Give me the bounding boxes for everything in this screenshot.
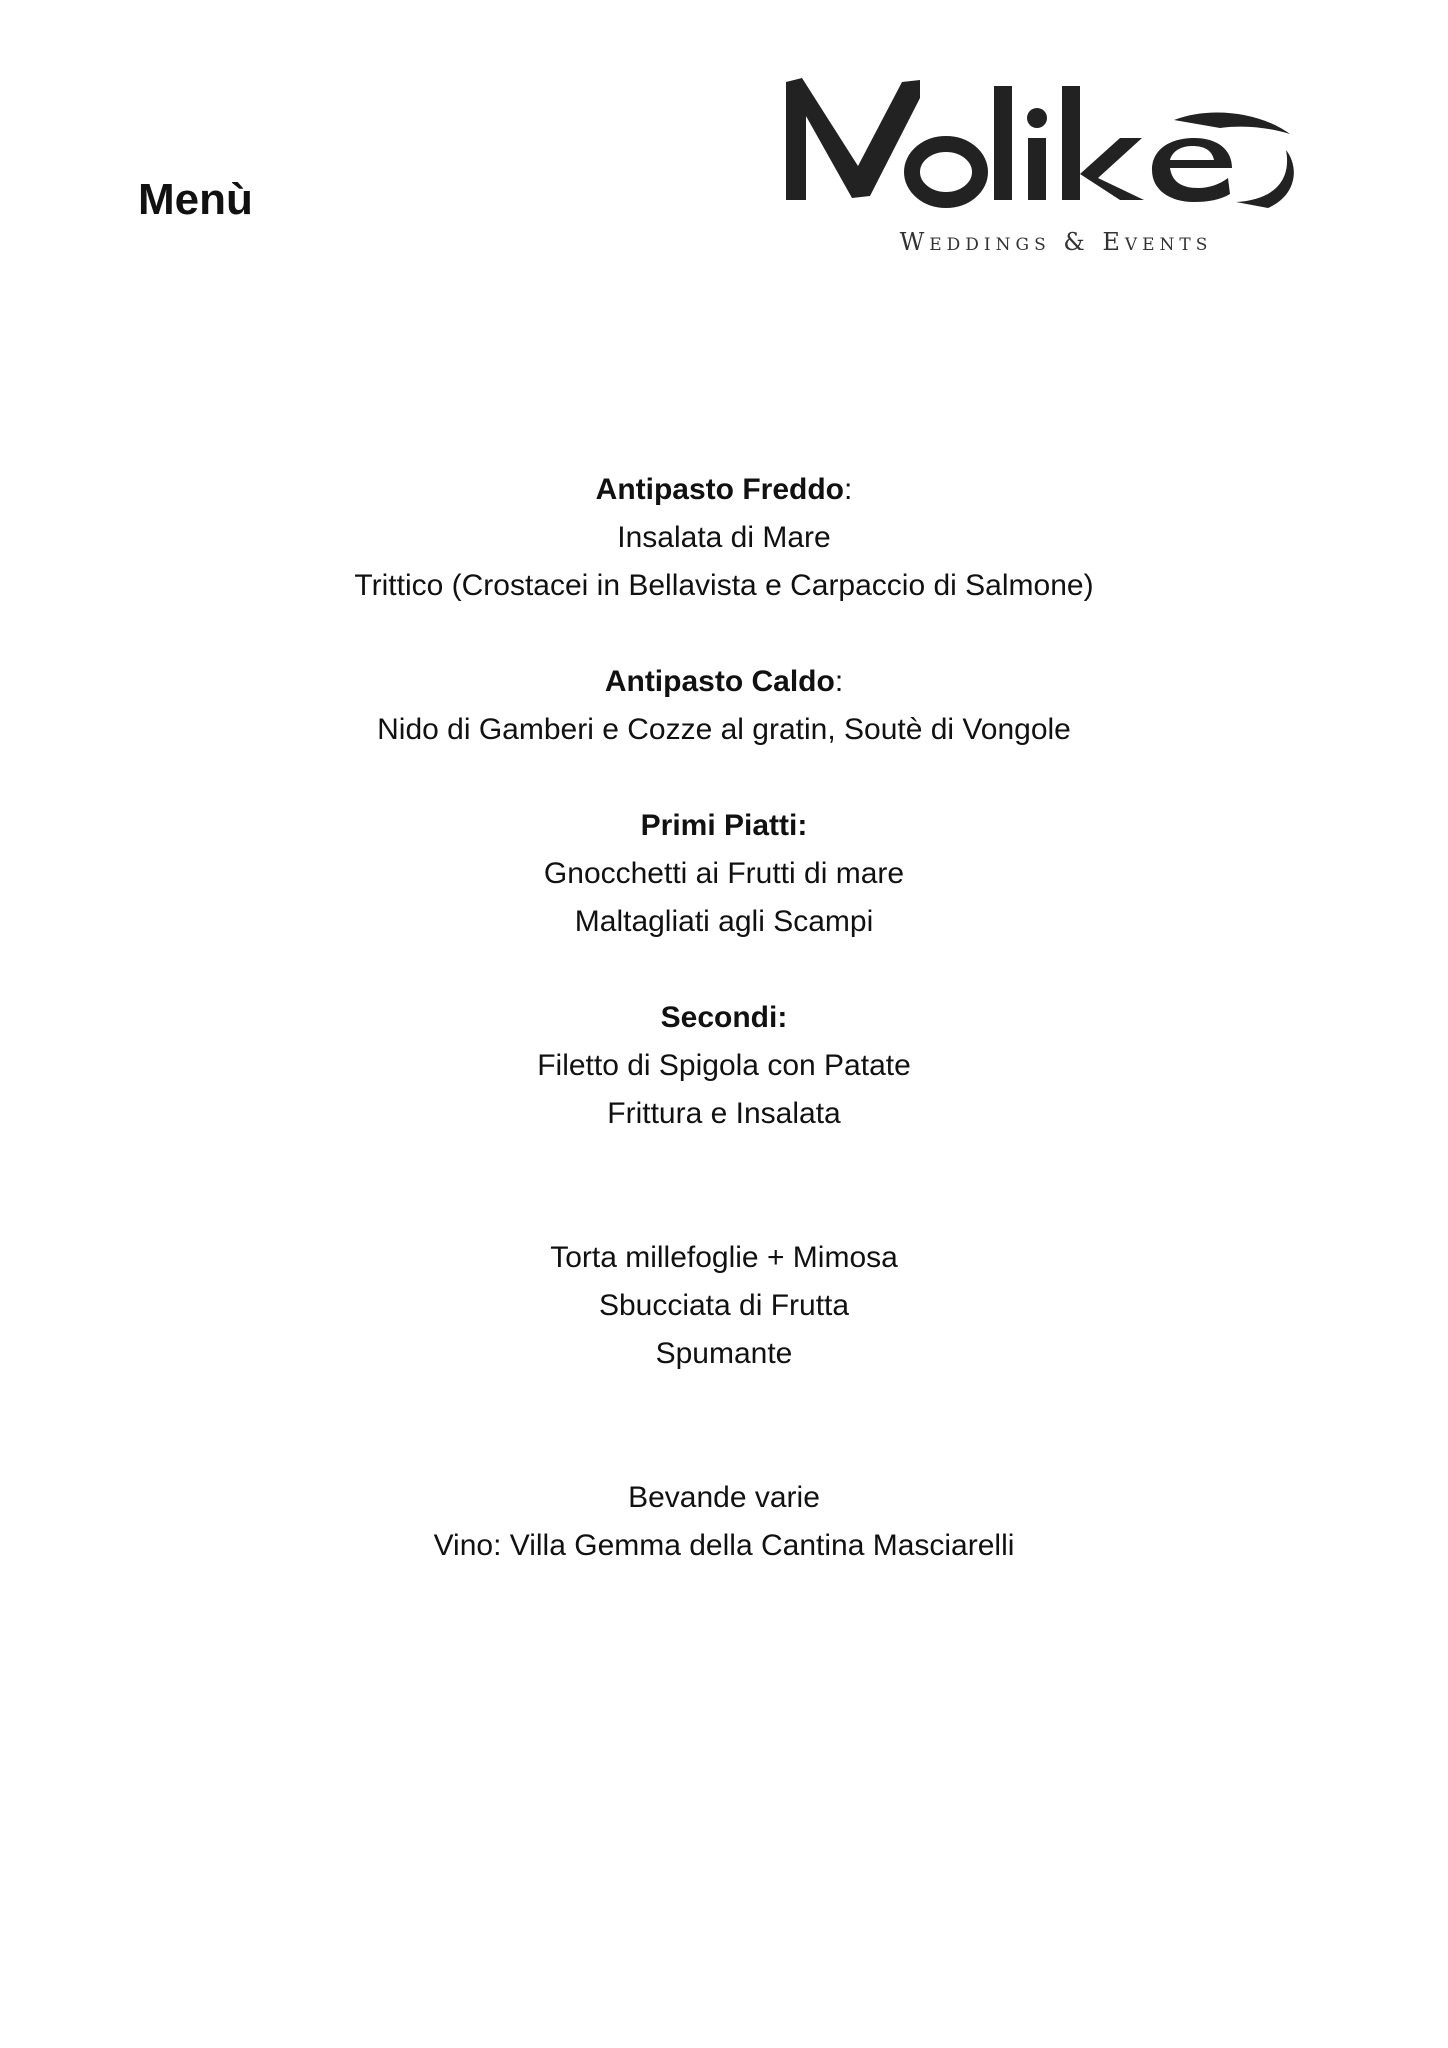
menu-item: Maltagliati agli Scampi — [574, 905, 874, 938]
brand-tagline: Weddings & Events — [899, 228, 1213, 256]
menu-item: Insalata di Mare — [617, 521, 831, 554]
menu-item: Frittura e Insalata — [607, 1097, 841, 1130]
brand-logo — [780, 72, 1340, 272]
menu-item: Torta millefoglie + Mimosa — [550, 1241, 898, 1274]
section-heading: Secondi: — [660, 1001, 788, 1034]
brand-logo-graphic — [780, 72, 1340, 272]
section-heading: Primi Piatti: — [640, 809, 808, 842]
section-antipasto-caldo — [0, 658, 1448, 754]
section-secondi — [0, 994, 1448, 1138]
menu-item: Vino: Villa Gemma della Cantina Masciarelli — [433, 1529, 1015, 1562]
menu-content — [0, 466, 1448, 1570]
menu-item: Trittico (Crostacei in Bellavista e Carpaccio di Salmone) — [354, 569, 1094, 602]
heading-colon: : — [843, 473, 853, 506]
menu-item: Bevande varie — [628, 1481, 820, 1514]
menu-item: Nido di Gamberi e Cozze al gratin, Soutè di Vongole — [377, 713, 1071, 746]
section-heading: Antipasto Freddo — [595, 473, 844, 506]
menu-item: Spumante — [655, 1337, 793, 1370]
menu-item: Filetto di Spigola con Patate — [537, 1049, 911, 1082]
page-title: Menù — [138, 175, 253, 224]
section-dolci — [0, 1234, 1448, 1378]
menu-item: Gnocchetti ai Frutti di mare — [543, 857, 905, 890]
heading-colon: : — [834, 665, 844, 698]
menu-item: Sbucciata di Frutta — [598, 1289, 850, 1322]
section-bevande — [0, 1474, 1448, 1570]
section-primi-piatti — [0, 802, 1448, 946]
section-heading: Antipasto Caldo — [604, 665, 835, 698]
section-antipasto-freddo — [0, 466, 1448, 610]
